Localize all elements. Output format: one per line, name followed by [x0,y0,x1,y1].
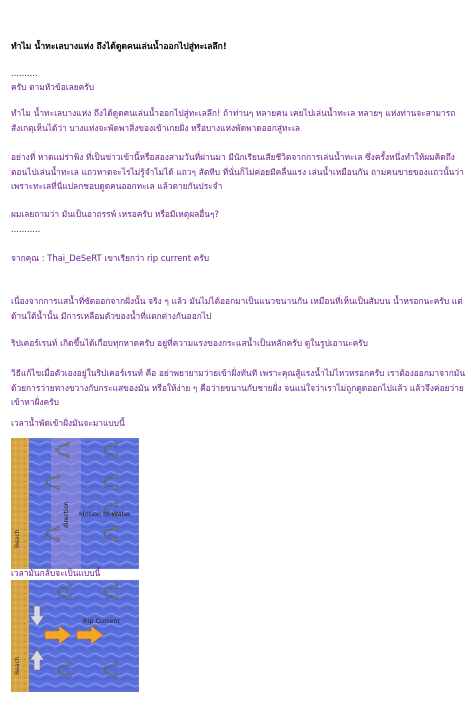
reply-label: ครับ ตามหัวข้อเลยครับ [11,82,95,92]
question-text: ผมเลยถามว่า มันเป็นอาถรรพ์ เหรอครับ หรือมีเหตุผลอื่นๆ? [11,209,219,219]
beach-label: Beach [14,529,21,548]
paragraph-intro: ทำไม น้ำทะเลบางแห่ง ถึงได้ดูดคนเล่นน้ำออกไปสู่ทะเลลึก! ถ้าท่านๆ หลายคน เคยไปเล่นน้ำทะเล หลายๆ แห่งท่านจะสามารถสังเกตุเห็นได้ว่า บางแห่งจะพัดพาสิ่งของเข้าเกยฝั่ง หรือบางแห่งพัดพาดออกสู่ทะเล [11,108,456,133]
motion-of-water-label: Motion of Water [79,510,131,518]
beach-label-2: Beach [14,656,21,675]
direction-label: direction [63,501,70,528]
paragraph-rip-current: ริปเคอร์เรนท์ เกิดขึ้นได้เกือบทุกหาดครับ อยู่ที่ความแรงของกระแสน้ำเป็นหลักครับ ดูในรูปเอานะครับ [11,338,368,348]
dots-separator: .......... [11,68,38,78]
figure-caption-1: เวลาน้ำพัดเข้าฝั่งมันจะมาแบบนี้ [11,418,125,428]
paragraph-escape-method: วิธีแก้ไขเมื่อตัวเองอยู่ในริปเคอร์เรนท์ คือ อย่าพยายามว่ายเข้าฝั่งทันที เพราะคุณสู้แรงน้ำไม่ไหวหรอกครับ เราต้องออกมาจากมันด้วยการว่ายทางขวางกับกระแสของมัน หรือให้ง่าย ๆ คือว่ายขนานกับชายฝั่ง จนแน่ใจว่าเราไม่ถูกดูดออกไปแล้ว แล้วจึงค่อยว่ายเข้าหาฝั่งครับ [11,368,466,407]
figure-caption-2: เวลามันกลับจะเป็นแบบนี้ [11,568,101,578]
beach-strip [11,438,29,569]
paragraph-explanation: เนื่องจากการแสน้ำที่ซัดออกจากฝั่งนั้น จริง ๆ แล้ว มันไม่ได้ออกมาเป็นแนวขนานกัน เหมือนที่เห็นเป็นสัมบน น้ำหรอกนะครับ แต่ด้านใต้น้ำนั้น มีการเหลือมตัวของน้ำที่แตกต่างกันออกไป [11,296,463,321]
figure-water-motion [11,438,139,569]
rip-current-label: Rip Current [83,617,120,625]
page-title: ทำไม น้ำทะเลบางแห่ง ถึงได้ดูดคนเล่นน้ำออกไปสู่ทะเลลึก! [11,42,227,52]
dots-separator-2: ........... [11,224,41,234]
figure-rip-current [11,580,139,692]
paragraph-story: อย่างที่ หาดแม่ร่าพิง ที่เป็นข่าวเข้านี้หรือสองสามวันที่ผ่านมา มีนักเรียนเสียชีวิตจากการเล่นน้ำทะเล ซึ่งครั้งหนึ่งทำให้ผมคิดถึงตอนไปเล่นน้ำทะเล แถวหาดจะไรไม่รู้จำไม่ได้ แถวๆ สัตหีบ ที่นั่นก็ไม่ค่อยมีคลื่นแรง เล่นน้ำเหมือนกัน ถามคนขายของแถวนั้นว่า เพราะทะเลที่นี่แปลกชอบดูดคนออกทะเล แล้วตายกันประจำ [11,152,464,191]
answer-from-line: จากคุณ : Thai_DeSeRT เขาเรียกว่า rip current ครับ [11,253,210,263]
